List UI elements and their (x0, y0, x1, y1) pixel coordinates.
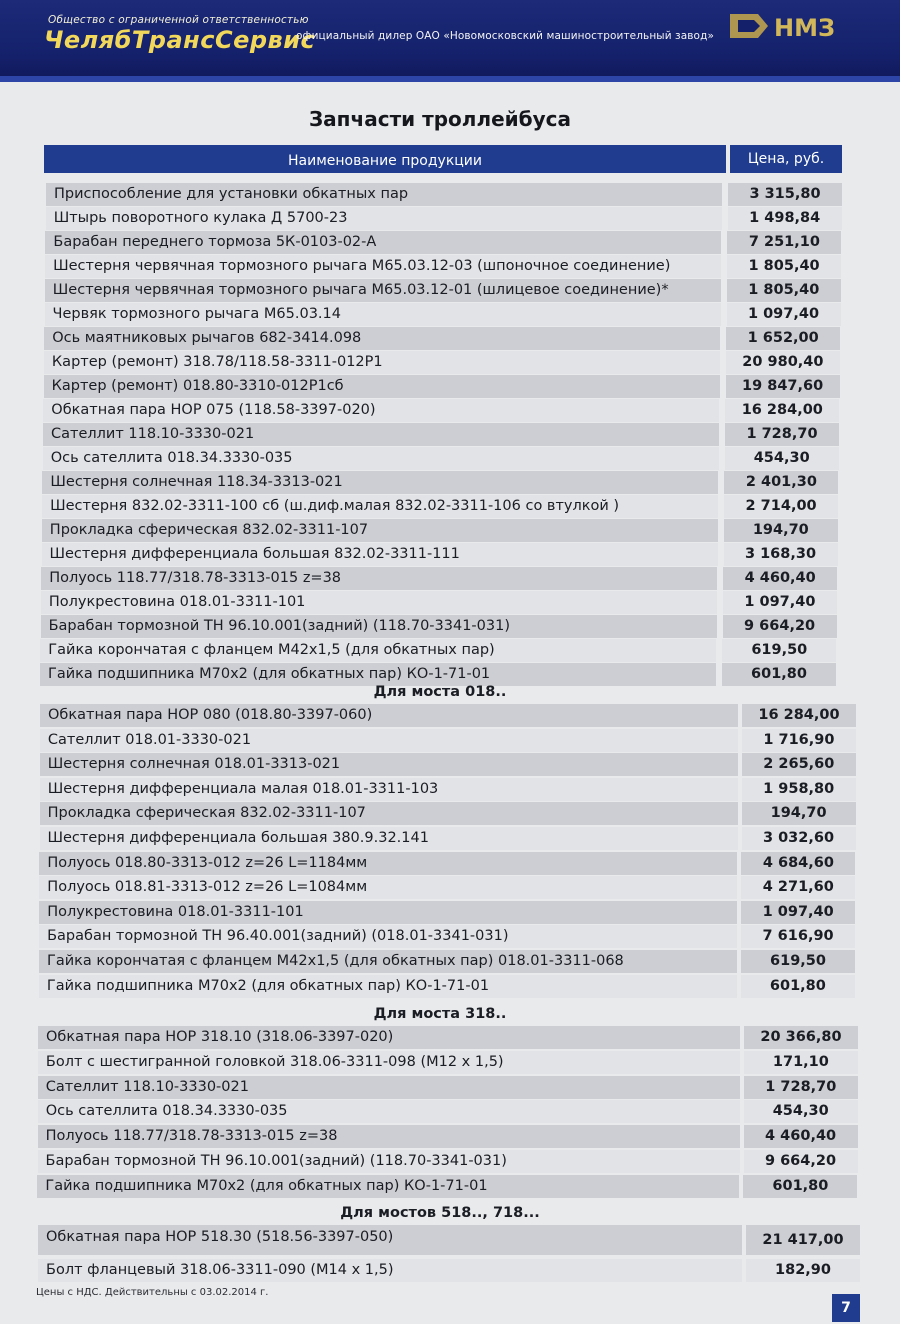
product-name-cell: Обкатная пара НОР 080 (018.80-3397-060) (40, 704, 738, 727)
price-cell: 454,30 (725, 447, 839, 470)
price-cell: 3 315,80 (728, 183, 842, 206)
product-name-cell: Гайка корончатая с фланцем М42х1,5 (для обкатных пар) 018.01-3311-068 (39, 950, 737, 973)
product-name-cell: Ось сателлита 018.34.3330-035 (43, 447, 719, 470)
table-header (44, 145, 842, 173)
product-name-cell: Гайка подшипника М70х2 (для обкатных пар) КО-1-71-01 (40, 663, 716, 686)
price-cell: 2 714,00 (724, 495, 838, 518)
price-cell: 1 652,00 (726, 327, 840, 350)
price-cell: 454,30 (744, 1100, 858, 1123)
product-name-cell: Полуось 018.80-3313-012 z=26 L=1184мм (39, 852, 737, 875)
price-cell: 3 168,30 (724, 543, 838, 566)
price-cell: 1 097,40 (723, 591, 837, 614)
product-name-cell: Полуось 018.81-3313-012 z=26 L=1084мм (39, 876, 737, 899)
product-name-cell: Шестерня червячная тормозного рычага М65.03.12-01 (шлицевое соединение)* (45, 279, 721, 302)
price-cell: 194,70 (742, 802, 856, 825)
price-cell: 182,90 (746, 1259, 860, 1282)
product-name-cell: Обкатная пара НОР 518.30 (518.56-3397-050) (38, 1225, 742, 1255)
price-cell: 601,80 (722, 663, 836, 686)
price-cell: 2 265,60 (742, 753, 856, 776)
price-cell: 1 728,70 (725, 423, 839, 446)
company-subtitle: Общество с ограниченной ответственностью (48, 14, 309, 26)
page-number: 7 (832, 1294, 860, 1322)
price-cell: 601,80 (743, 1175, 857, 1198)
price-cell: 171,10 (744, 1051, 858, 1074)
product-name-cell: Приспособление для установки обкатных пар (46, 183, 722, 206)
product-name-cell: Сателлит 118.10-3330-021 (43, 423, 719, 446)
footnote: Цены с НДС. Действительны с 03.02.2014 г. (36, 1287, 269, 1298)
price-cell: 4 271,60 (741, 876, 855, 899)
product-name-cell: Барабан тормозной ТН 96.10.001(задний) (118.70-3341-031) (38, 1150, 740, 1173)
price-cell: 4 684,60 (741, 852, 855, 875)
price-cell: 4 460,40 (744, 1125, 858, 1148)
product-name-cell: Шестерня дифференциала малая 018.01-3311-103 (40, 778, 738, 801)
product-name-cell: Шестерня 832.02-3311-100 сб (ш.диф.малая 832.02-3311-106 со втулкой ) (42, 495, 718, 518)
product-name-cell: Шестерня солнечная 118.34-3313-021 (42, 471, 718, 494)
product-name-cell: Штырь поворотного кулака Д 5700-23 (46, 207, 722, 230)
product-name-cell: Полуось 118.77/318.78-3313-015 z=38 (41, 567, 717, 590)
price-cell: 1 498,84 (728, 207, 842, 230)
price-cell: 7 616,90 (741, 925, 855, 948)
price-cell: 1 805,40 (727, 255, 841, 278)
product-name-cell: Гайка корончатая с фланцем М42х1,5 (для обкатных пар) (40, 639, 716, 662)
price-cell: 1 728,70 (744, 1076, 858, 1099)
price-cell: 194,70 (724, 519, 838, 542)
product-name-cell: Барабан тормозной ТН 96.40.001(задний) (018.01-3341-031) (39, 925, 737, 948)
product-name-cell: Прокладка сферическая 832.02-3311-107 (42, 519, 718, 542)
product-name-cell: Болт фланцевый 318.06-3311-090 (М14 х 1,5) (38, 1259, 742, 1282)
price-cell: 601,80 (741, 975, 855, 998)
product-name-cell: Шестерня дифференциала большая 380.9.32.141 (40, 827, 738, 850)
section-heading: Для моста 318.. (373, 1006, 507, 1022)
product-name-cell: Болт с шестигранной головкой 318.06-3311-098 (М12 х 1,5) (38, 1051, 740, 1074)
price-cell: 20 366,80 (744, 1026, 858, 1049)
product-name-cell: Ось маятниковых рычагов 682-3414.098 (44, 327, 720, 350)
section-heading: Для моста 018.. (373, 684, 507, 700)
price-cell: 9 664,20 (723, 615, 837, 638)
product-name-cell: Полукрестовина 018.01-3311-101 (41, 591, 717, 614)
price-cell: 7 251,10 (727, 231, 841, 254)
section-heading: Для мостов 518.., 718... (340, 1205, 540, 1221)
price-cell: 1 716,90 (742, 729, 856, 752)
product-name-cell: Полукрестовина 018.01-3311-101 (39, 901, 737, 924)
product-name-cell: Барабан тормозной ТН 96.10.001(задний) (118.70-3341-031) (41, 615, 717, 638)
product-name-cell: Обкатная пара НОР 075 (118.58-3397-020) (43, 399, 719, 422)
product-name-cell: Ось сателлита 018.34.3330-035 (38, 1100, 740, 1123)
page-title: Запчасти троллейбуса (308, 107, 572, 131)
nmz-logo-icon (728, 6, 846, 46)
product-name-cell: Картер (ремонт) 018.80-3310-012Р1сб (44, 375, 720, 398)
price-cell: 1 097,40 (727, 303, 841, 326)
price-cell: 2 401,30 (724, 471, 838, 494)
product-name-cell: Барабан переднего тормоза 5К-0103-02-А (45, 231, 721, 254)
dealer-text: официальный дилер ОАО «Новомосковский машиностроительный завод» (296, 30, 714, 42)
price-cell: 19 847,60 (726, 375, 840, 398)
product-name-cell: Сателлит 118.10-3330-021 (38, 1076, 740, 1099)
price-cell: 16 284,00 (742, 704, 856, 727)
price-cell: 16 284,00 (725, 399, 839, 422)
header-banner (0, 0, 900, 82)
product-name-cell: Гайка подшипника М70х2 (для обкатных пар) КО-1-71-01 (37, 1175, 739, 1198)
price-cell: 3 032,60 (742, 827, 856, 850)
product-name-cell: Прокладка сферическая 832.02-3311-107 (40, 802, 738, 825)
price-cell: 1 958,80 (742, 778, 856, 801)
price-cell: 9 664,20 (744, 1150, 858, 1173)
price-cell: 1 805,40 (727, 279, 841, 302)
product-name-cell: Полуось 118.77/318.78-3313-015 z=38 (38, 1125, 740, 1148)
product-name-cell: Шестерня дифференциала большая 832.02-3311-111 (42, 543, 718, 566)
product-name-cell: Картер (ремонт) 318.78/118.58-3311-012Р1 (44, 351, 720, 374)
product-name-cell: Шестерня солнечная 018.01-3313-021 (40, 753, 738, 776)
svg-text:НМЗ: НМЗ (774, 14, 836, 42)
column-header-name: Наименование продукции (44, 145, 726, 173)
price-cell: 21 417,00 (746, 1225, 860, 1255)
product-name-cell: Обкатная пара НОР 318.10 (318.06-3397-020) (38, 1026, 740, 1049)
price-cell: 1 097,40 (741, 901, 855, 924)
product-name-cell: Шестерня червячная тормозного рычага М65.03.12-03 (шпоночное соединение) (45, 255, 721, 278)
product-name-cell: Гайка подшипника М70х2 (для обкатных пар) КО-1-71-01 (39, 975, 737, 998)
price-cell: 20 980,40 (726, 351, 840, 374)
product-name-cell: Червяк тормозного рычага М65.03.14 (45, 303, 721, 326)
column-header-price: Цена, руб. (730, 145, 842, 173)
company-name: ЧелябТрансСервис (44, 26, 316, 54)
price-cell: 619,50 (741, 950, 855, 973)
product-name-cell: Сателлит 018.01-3330-021 (40, 729, 738, 752)
header-stripe (0, 76, 900, 82)
price-cell: 4 460,40 (723, 567, 837, 590)
price-cell: 619,50 (722, 639, 836, 662)
